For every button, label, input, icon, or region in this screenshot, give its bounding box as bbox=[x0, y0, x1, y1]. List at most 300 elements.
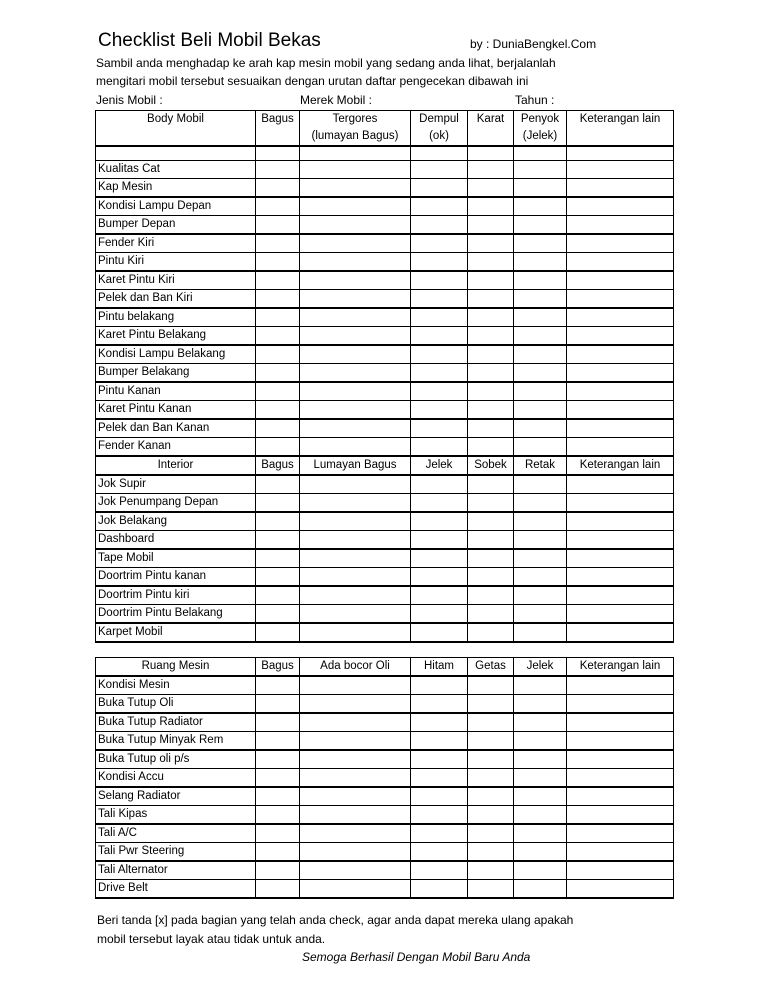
check-cell[interactable] bbox=[514, 549, 567, 568]
check-cell[interactable] bbox=[256, 438, 300, 457]
column-header: Penyok bbox=[514, 111, 567, 129]
check-cell[interactable] bbox=[256, 713, 300, 732]
check-cell[interactable] bbox=[411, 271, 468, 290]
check-cell[interactable] bbox=[567, 438, 674, 457]
check-cell[interactable] bbox=[514, 308, 567, 327]
check-cell[interactable] bbox=[300, 531, 411, 550]
check-cell[interactable] bbox=[514, 364, 567, 383]
check-cell[interactable] bbox=[514, 806, 567, 825]
check-cell[interactable] bbox=[567, 586, 674, 605]
table-row bbox=[96, 308, 674, 327]
check-cell[interactable] bbox=[567, 750, 674, 769]
check-cell[interactable] bbox=[256, 327, 300, 346]
row-label: Bumper Depan bbox=[96, 216, 256, 235]
check-cell[interactable] bbox=[300, 179, 411, 198]
field-jenis-mobil: Jenis Mobil : bbox=[96, 93, 163, 107]
check-cell[interactable] bbox=[514, 605, 567, 624]
table-row bbox=[96, 861, 674, 880]
empty-cell bbox=[514, 146, 567, 161]
intro-line-2: mengitari mobil tersebut sesuaikan dengan urutan daftar pengecekan dibawah ini bbox=[96, 74, 529, 88]
check-cell[interactable] bbox=[567, 253, 674, 272]
check-cell[interactable] bbox=[256, 824, 300, 843]
check-cell[interactable] bbox=[256, 253, 300, 272]
table-row bbox=[96, 586, 674, 605]
table-row bbox=[96, 327, 674, 346]
check-cell[interactable] bbox=[256, 806, 300, 825]
check-cell[interactable] bbox=[300, 586, 411, 605]
check-cell[interactable] bbox=[256, 769, 300, 788]
check-cell[interactable] bbox=[411, 364, 468, 383]
check-cell[interactable] bbox=[468, 494, 514, 513]
check-cell[interactable] bbox=[514, 419, 567, 438]
check-cell[interactable] bbox=[411, 806, 468, 825]
table-row bbox=[96, 234, 674, 253]
check-cell[interactable] bbox=[468, 806, 514, 825]
check-cell[interactable] bbox=[567, 732, 674, 751]
row-label: Buka Tutup Oli bbox=[96, 695, 256, 714]
check-cell[interactable] bbox=[567, 861, 674, 880]
check-cell[interactable] bbox=[514, 327, 567, 346]
check-cell[interactable] bbox=[411, 308, 468, 327]
check-cell[interactable] bbox=[514, 695, 567, 714]
table-row bbox=[96, 419, 674, 438]
row-label: Karet Pintu Belakang bbox=[96, 327, 256, 346]
check-cell[interactable] bbox=[300, 494, 411, 513]
check-cell[interactable] bbox=[514, 512, 567, 531]
table-row bbox=[96, 732, 674, 751]
check-cell[interactable] bbox=[468, 271, 514, 290]
empty-cell bbox=[96, 146, 256, 161]
check-cell[interactable] bbox=[468, 345, 514, 364]
check-cell[interactable] bbox=[256, 512, 300, 531]
check-cell[interactable] bbox=[567, 605, 674, 624]
check-cell[interactable] bbox=[411, 586, 468, 605]
check-cell[interactable] bbox=[468, 695, 514, 714]
table-row bbox=[96, 750, 674, 769]
check-cell[interactable] bbox=[468, 327, 514, 346]
check-cell[interactable] bbox=[468, 475, 514, 494]
check-cell[interactable] bbox=[411, 512, 468, 531]
row-label: Kondisi Lampu Depan bbox=[96, 197, 256, 216]
closing-message: Semoga Berhasil Dengan Mobil Baru Anda bbox=[302, 950, 531, 964]
column-header: Bagus bbox=[256, 457, 300, 476]
check-cell[interactable] bbox=[256, 861, 300, 880]
check-cell[interactable] bbox=[468, 568, 514, 587]
check-cell[interactable] bbox=[300, 750, 411, 769]
check-cell[interactable] bbox=[300, 161, 411, 179]
check-cell[interactable] bbox=[514, 345, 567, 364]
row-label: Bumper Belakang bbox=[96, 364, 256, 383]
check-cell[interactable] bbox=[300, 271, 411, 290]
check-cell[interactable] bbox=[411, 732, 468, 751]
check-cell[interactable] bbox=[514, 401, 567, 420]
check-cell[interactable] bbox=[256, 732, 300, 751]
check-cell[interactable] bbox=[567, 787, 674, 806]
check-cell[interactable] bbox=[468, 290, 514, 309]
column-header: Ada bocor Oli bbox=[300, 658, 411, 677]
table-row bbox=[96, 401, 674, 420]
check-cell[interactable] bbox=[411, 179, 468, 198]
check-cell[interactable] bbox=[411, 494, 468, 513]
check-cell[interactable] bbox=[468, 605, 514, 624]
column-header: Bagus bbox=[256, 111, 300, 129]
check-cell[interactable] bbox=[411, 787, 468, 806]
check-cell[interactable] bbox=[256, 308, 300, 327]
row-label: Pelek dan Ban Kanan bbox=[96, 419, 256, 438]
check-cell[interactable] bbox=[300, 438, 411, 457]
empty-cell bbox=[567, 146, 674, 161]
check-cell[interactable] bbox=[300, 880, 411, 899]
column-subheader: (lumayan Bagus) bbox=[300, 128, 411, 146]
check-cell[interactable] bbox=[411, 549, 468, 568]
check-cell[interactable] bbox=[567, 271, 674, 290]
check-cell[interactable] bbox=[300, 419, 411, 438]
check-cell[interactable] bbox=[468, 234, 514, 253]
check-cell[interactable] bbox=[411, 290, 468, 309]
check-cell[interactable] bbox=[567, 880, 674, 899]
check-cell[interactable] bbox=[256, 271, 300, 290]
check-cell[interactable] bbox=[411, 750, 468, 769]
check-cell[interactable] bbox=[411, 161, 468, 179]
check-cell[interactable] bbox=[256, 531, 300, 550]
check-cell[interactable] bbox=[514, 623, 567, 642]
byline: by : DuniaBengkel.Com bbox=[470, 37, 597, 51]
check-cell[interactable] bbox=[256, 197, 300, 216]
check-cell[interactable] bbox=[468, 787, 514, 806]
check-cell[interactable] bbox=[567, 806, 674, 825]
check-cell[interactable] bbox=[468, 438, 514, 457]
body-mobil-table bbox=[95, 110, 674, 457]
check-cell[interactable] bbox=[567, 512, 674, 531]
check-cell[interactable] bbox=[567, 713, 674, 732]
check-cell[interactable] bbox=[514, 290, 567, 309]
check-cell[interactable] bbox=[514, 161, 567, 179]
table-row bbox=[96, 290, 674, 309]
check-cell[interactable] bbox=[300, 769, 411, 788]
check-cell[interactable] bbox=[256, 161, 300, 179]
field-merek-mobil: Merek Mobil : bbox=[300, 93, 373, 107]
check-cell[interactable] bbox=[567, 216, 674, 235]
check-cell[interactable] bbox=[300, 197, 411, 216]
check-cell[interactable] bbox=[411, 843, 468, 862]
check-cell[interactable] bbox=[514, 861, 567, 880]
check-cell[interactable] bbox=[567, 494, 674, 513]
check-cell[interactable] bbox=[300, 623, 411, 642]
row-label: Pelek dan Ban Kiri bbox=[96, 290, 256, 309]
check-cell[interactable] bbox=[300, 364, 411, 383]
check-cell[interactable] bbox=[256, 695, 300, 714]
check-cell[interactable] bbox=[256, 494, 300, 513]
check-cell[interactable] bbox=[300, 345, 411, 364]
check-cell[interactable] bbox=[300, 568, 411, 587]
check-cell[interactable] bbox=[256, 364, 300, 383]
row-label: Tali A/C bbox=[96, 824, 256, 843]
check-cell[interactable] bbox=[256, 401, 300, 420]
check-cell[interactable] bbox=[411, 197, 468, 216]
check-cell[interactable] bbox=[256, 676, 300, 695]
table-row bbox=[96, 382, 674, 401]
check-cell[interactable] bbox=[567, 824, 674, 843]
check-cell[interactable] bbox=[300, 475, 411, 494]
check-cell[interactable] bbox=[300, 401, 411, 420]
table-row bbox=[96, 549, 674, 568]
check-cell[interactable] bbox=[567, 676, 674, 695]
check-cell[interactable] bbox=[468, 824, 514, 843]
check-cell[interactable] bbox=[468, 713, 514, 732]
check-cell[interactable] bbox=[300, 512, 411, 531]
column-header: Retak bbox=[514, 457, 567, 476]
check-cell[interactable] bbox=[514, 179, 567, 198]
check-cell[interactable] bbox=[411, 623, 468, 642]
check-cell[interactable] bbox=[567, 769, 674, 788]
check-cell[interactable] bbox=[300, 234, 411, 253]
check-cell[interactable] bbox=[411, 824, 468, 843]
row-label: Buka Tutup Radiator bbox=[96, 713, 256, 732]
check-cell[interactable] bbox=[256, 843, 300, 862]
check-cell[interactable] bbox=[514, 271, 567, 290]
check-cell[interactable] bbox=[256, 623, 300, 642]
check-cell[interactable] bbox=[300, 327, 411, 346]
check-cell[interactable] bbox=[514, 750, 567, 769]
check-cell[interactable] bbox=[411, 253, 468, 272]
footer-line-2: mobil tersebut layak atau tidak untuk anda. bbox=[97, 932, 326, 946]
check-cell[interactable] bbox=[567, 475, 674, 494]
check-cell[interactable] bbox=[468, 419, 514, 438]
check-cell[interactable] bbox=[514, 253, 567, 272]
check-cell[interactable] bbox=[514, 732, 567, 751]
check-cell[interactable] bbox=[411, 695, 468, 714]
check-cell[interactable] bbox=[300, 253, 411, 272]
check-cell[interactable] bbox=[411, 327, 468, 346]
check-cell[interactable] bbox=[411, 568, 468, 587]
check-cell[interactable] bbox=[300, 861, 411, 880]
check-cell[interactable] bbox=[256, 586, 300, 605]
check-cell[interactable] bbox=[567, 401, 674, 420]
check-cell[interactable] bbox=[468, 750, 514, 769]
check-cell[interactable] bbox=[300, 843, 411, 862]
table-row bbox=[96, 345, 674, 364]
check-cell[interactable] bbox=[256, 216, 300, 235]
empty-cell bbox=[256, 146, 300, 161]
check-cell[interactable] bbox=[514, 531, 567, 550]
check-cell[interactable] bbox=[256, 234, 300, 253]
check-cell[interactable] bbox=[256, 290, 300, 309]
field-tahun: Tahun : bbox=[515, 93, 555, 107]
column-header: Bagus bbox=[256, 658, 300, 677]
check-cell[interactable] bbox=[411, 861, 468, 880]
check-cell[interactable] bbox=[256, 787, 300, 806]
column-header: Keterangan lain bbox=[567, 658, 674, 677]
check-cell[interactable] bbox=[567, 234, 674, 253]
check-cell[interactable] bbox=[256, 880, 300, 899]
row-label: Jok Belakang bbox=[96, 512, 256, 531]
check-cell[interactable] bbox=[468, 623, 514, 642]
check-cell[interactable] bbox=[514, 216, 567, 235]
check-cell[interactable] bbox=[468, 732, 514, 751]
check-cell[interactable] bbox=[567, 179, 674, 198]
check-cell[interactable] bbox=[411, 401, 468, 420]
row-label: Fender Kiri bbox=[96, 234, 256, 253]
column-header: Lumayan Bagus bbox=[300, 457, 411, 476]
check-cell[interactable] bbox=[256, 475, 300, 494]
row-label: Drive Belt bbox=[96, 880, 256, 899]
check-cell[interactable] bbox=[411, 475, 468, 494]
check-cell[interactable] bbox=[256, 549, 300, 568]
check-cell[interactable] bbox=[468, 161, 514, 179]
check-cell[interactable] bbox=[300, 290, 411, 309]
check-cell[interactable] bbox=[256, 419, 300, 438]
check-cell[interactable] bbox=[567, 843, 674, 862]
check-cell[interactable] bbox=[514, 880, 567, 899]
check-cell[interactable] bbox=[300, 676, 411, 695]
check-cell[interactable] bbox=[514, 769, 567, 788]
check-cell[interactable] bbox=[256, 179, 300, 198]
table-row bbox=[96, 271, 674, 290]
row-label: Kondisi Lampu Belakang bbox=[96, 345, 256, 364]
check-cell[interactable] bbox=[300, 308, 411, 327]
check-cell[interactable] bbox=[256, 345, 300, 364]
check-cell[interactable] bbox=[468, 676, 514, 695]
check-cell[interactable] bbox=[514, 234, 567, 253]
row-label: Selang Radiator bbox=[96, 787, 256, 806]
check-cell[interactable] bbox=[514, 787, 567, 806]
check-cell[interactable] bbox=[567, 308, 674, 327]
table-row bbox=[96, 676, 674, 695]
check-cell[interactable] bbox=[468, 179, 514, 198]
table-row bbox=[96, 494, 674, 513]
table-row bbox=[96, 695, 674, 714]
check-cell[interactable] bbox=[468, 364, 514, 383]
check-cell[interactable] bbox=[468, 401, 514, 420]
ruang-mesin-table bbox=[95, 657, 674, 899]
check-cell[interactable] bbox=[567, 327, 674, 346]
column-header: Keterangan lain bbox=[567, 111, 674, 129]
check-cell[interactable] bbox=[300, 732, 411, 751]
table-row bbox=[96, 787, 674, 806]
row-label: Doortrim Pintu kiri bbox=[96, 586, 256, 605]
check-cell[interactable] bbox=[256, 605, 300, 624]
check-cell[interactable] bbox=[411, 438, 468, 457]
table-row bbox=[96, 824, 674, 843]
check-cell[interactable] bbox=[411, 234, 468, 253]
check-cell[interactable] bbox=[567, 549, 674, 568]
row-label: Dashboard bbox=[96, 531, 256, 550]
check-cell[interactable] bbox=[514, 713, 567, 732]
column-header: Tergores bbox=[300, 111, 411, 129]
table-row bbox=[96, 253, 674, 272]
check-cell[interactable] bbox=[567, 161, 674, 179]
check-cell[interactable] bbox=[514, 586, 567, 605]
check-cell[interactable] bbox=[256, 382, 300, 401]
check-cell[interactable] bbox=[411, 713, 468, 732]
check-cell[interactable] bbox=[514, 568, 567, 587]
check-cell[interactable] bbox=[567, 695, 674, 714]
check-cell[interactable] bbox=[468, 531, 514, 550]
row-label: Karet Pintu Kiri bbox=[96, 271, 256, 290]
check-cell[interactable] bbox=[567, 197, 674, 216]
check-cell[interactable] bbox=[567, 623, 674, 642]
check-cell[interactable] bbox=[468, 253, 514, 272]
row-label: Doortrim Pintu Belakang bbox=[96, 605, 256, 624]
check-cell[interactable] bbox=[567, 345, 674, 364]
check-cell[interactable] bbox=[300, 787, 411, 806]
check-cell[interactable] bbox=[300, 382, 411, 401]
check-cell[interactable] bbox=[411, 605, 468, 624]
check-cell[interactable] bbox=[514, 475, 567, 494]
check-cell[interactable] bbox=[468, 197, 514, 216]
check-cell[interactable] bbox=[514, 197, 567, 216]
check-cell[interactable] bbox=[300, 695, 411, 714]
check-cell[interactable] bbox=[468, 308, 514, 327]
check-cell[interactable] bbox=[567, 290, 674, 309]
table-row bbox=[96, 364, 674, 383]
check-cell[interactable] bbox=[411, 382, 468, 401]
check-cell[interactable] bbox=[514, 438, 567, 457]
check-cell[interactable] bbox=[256, 568, 300, 587]
check-cell[interactable] bbox=[567, 364, 674, 383]
check-cell[interactable] bbox=[567, 382, 674, 401]
table-row bbox=[96, 216, 674, 235]
check-cell[interactable] bbox=[514, 824, 567, 843]
column-header: Interior bbox=[96, 457, 256, 476]
check-cell[interactable] bbox=[300, 216, 411, 235]
check-cell[interactable] bbox=[514, 494, 567, 513]
column-header: Karat bbox=[468, 111, 514, 129]
check-cell[interactable] bbox=[567, 419, 674, 438]
row-label: Karet Pintu Kanan bbox=[96, 401, 256, 420]
empty-cell bbox=[468, 146, 514, 161]
row-label: Doortrim Pintu kanan bbox=[96, 568, 256, 587]
check-cell[interactable] bbox=[411, 769, 468, 788]
column-header: Jelek bbox=[411, 457, 468, 476]
row-label: Karpet Mobil bbox=[96, 623, 256, 642]
column-header: Keterangan lain bbox=[567, 457, 674, 476]
check-cell[interactable] bbox=[468, 586, 514, 605]
check-cell[interactable] bbox=[300, 806, 411, 825]
check-cell[interactable] bbox=[300, 605, 411, 624]
check-cell[interactable] bbox=[411, 531, 468, 550]
check-cell[interactable] bbox=[468, 216, 514, 235]
check-cell[interactable] bbox=[468, 769, 514, 788]
table-row bbox=[96, 713, 674, 732]
check-cell[interactable] bbox=[411, 880, 468, 899]
row-label: Pintu Kanan bbox=[96, 382, 256, 401]
check-cell[interactable] bbox=[567, 568, 674, 587]
check-cell[interactable] bbox=[468, 512, 514, 531]
table-row bbox=[96, 512, 674, 531]
check-cell[interactable] bbox=[567, 531, 674, 550]
check-cell[interactable] bbox=[300, 824, 411, 843]
check-cell[interactable] bbox=[411, 216, 468, 235]
check-cell[interactable] bbox=[468, 549, 514, 568]
table-row bbox=[96, 475, 674, 494]
check-cell[interactable] bbox=[514, 382, 567, 401]
check-cell[interactable] bbox=[411, 419, 468, 438]
check-cell[interactable] bbox=[411, 676, 468, 695]
check-cell[interactable] bbox=[411, 345, 468, 364]
check-cell[interactable] bbox=[300, 549, 411, 568]
check-cell[interactable] bbox=[300, 713, 411, 732]
check-cell[interactable] bbox=[514, 843, 567, 862]
check-cell[interactable] bbox=[468, 843, 514, 862]
check-cell[interactable] bbox=[468, 880, 514, 899]
row-label: Pintu belakang bbox=[96, 308, 256, 327]
check-cell[interactable] bbox=[468, 861, 514, 880]
check-cell[interactable] bbox=[256, 750, 300, 769]
check-cell[interactable] bbox=[468, 382, 514, 401]
row-label: Tape Mobil bbox=[96, 549, 256, 568]
check-cell[interactable] bbox=[514, 676, 567, 695]
